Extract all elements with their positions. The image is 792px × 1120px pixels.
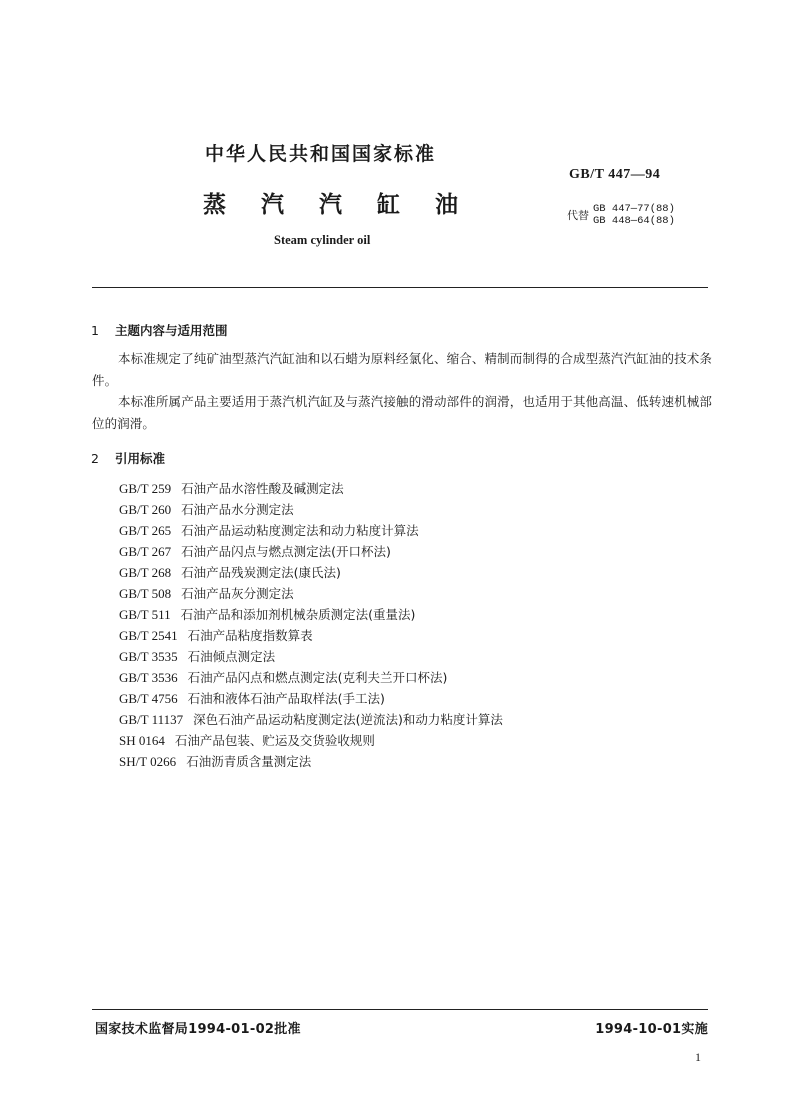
section-1-paragraph: 本标准规定了纯矿油型蒸汽汽缸油和以石蜡为原料经氯化、缩合、精制而制得的合成型蒸汽汽缸油的技术条件。	[92, 351, 712, 388]
reference-title: 石油倾点测定法	[187, 649, 276, 664]
reference-item	[119, 562, 503, 583]
reference-code: GB/T 3536	[119, 670, 178, 685]
reference-item	[119, 541, 503, 562]
reference-title: 石油产品运动粘度测定法和动力粘度计算法	[181, 523, 419, 538]
reference-item	[119, 604, 503, 625]
page-number: 1	[695, 1050, 701, 1064]
replaces-label: 代替	[567, 209, 589, 222]
reference-item	[119, 646, 503, 667]
footer-divider	[92, 1009, 708, 1010]
reference-item	[119, 520, 503, 541]
section-number: 1	[91, 323, 99, 338]
effective-date: 1994-10-01实施	[595, 1022, 708, 1037]
reference-title: 石油产品闪点与燃点测定法(开口杯法)	[181, 544, 391, 559]
title-char: 蒸	[203, 192, 226, 218]
replaced-standard: GB 447—77(88)	[593, 203, 675, 215]
reference-item	[119, 499, 503, 520]
title-char: 缸	[377, 192, 400, 218]
section-number: 2	[91, 451, 99, 466]
replaces-block	[567, 203, 675, 227]
reference-code: GB/T 265	[119, 523, 172, 538]
reference-code: SH/T 0266	[119, 754, 177, 769]
reference-item	[119, 625, 503, 646]
reference-item	[119, 751, 503, 772]
reference-item	[119, 667, 503, 688]
section-1-paragraph: 本标准所属产品主要适用于蒸汽机汽缸及与蒸汽接触的滑动部件的润滑，也适用于其他高温、低转速机械部位的润滑。	[92, 394, 712, 431]
section-1-heading	[91, 321, 228, 339]
standard-code: GB/T 447—94	[569, 167, 661, 182]
reference-code: GB/T 2541	[119, 628, 178, 643]
reference-title: 石油产品粘度指数算表	[187, 628, 313, 643]
reference-list	[119, 478, 503, 772]
reference-code: GB/T 260	[119, 502, 172, 517]
reference-title: 石油产品和添加剂机械杂质测定法(重量法)	[180, 607, 416, 622]
reference-title: 石油和液体石油产品取样法(手工法)	[187, 691, 385, 706]
document-title-cn	[203, 186, 493, 219]
reference-title: 石油产品闪点和燃点测定法(克利夫兰开口杯法)	[187, 670, 448, 685]
reference-code: GB/T 508	[119, 586, 172, 601]
header-divider	[92, 287, 708, 288]
reference-code: GB/T 259	[119, 481, 172, 496]
reference-code: GB/T 3535	[119, 649, 178, 664]
national-standard-title: 中华人民共和国国家标准	[205, 143, 437, 165]
reference-item	[119, 730, 503, 751]
reference-code: GB/T 511	[119, 607, 171, 622]
reference-code: GB/T 4756	[119, 691, 178, 706]
title-char: 汽	[261, 192, 284, 218]
reference-item	[119, 583, 503, 604]
reference-title: 石油沥青质含量测定法	[186, 754, 312, 769]
reference-title: 石油产品包装、贮运及交货验收规则	[174, 733, 375, 748]
reference-item	[119, 478, 503, 499]
section-title: 主题内容与适用范围	[115, 323, 228, 338]
replaces-list	[593, 203, 675, 227]
reference-item	[119, 688, 503, 709]
reference-code: GB/T 268	[119, 565, 172, 580]
reference-code: SH 0164	[119, 733, 165, 748]
reference-title: 石油产品灰分测定法	[181, 586, 294, 601]
reference-title: 石油产品残炭测定法(康氏法)	[181, 565, 341, 580]
title-char: 汽	[319, 192, 342, 218]
section-title: 引用标准	[115, 451, 166, 466]
reference-code: GB/T 267	[119, 544, 172, 559]
title-char: 油	[435, 192, 458, 218]
approval-date: 国家技术监督局1994-01-02批准	[95, 1022, 301, 1037]
reference-code: GB/T 11137	[119, 712, 184, 727]
document-title-en: Steam cylinder oil	[274, 233, 371, 247]
reference-title: 石油产品水分测定法	[181, 502, 294, 517]
section-2-heading	[91, 449, 165, 467]
reference-item	[119, 709, 503, 730]
replaced-standard: GB 448—64(88)	[593, 215, 675, 227]
reference-title: 石油产品水溶性酸及碱测定法	[181, 481, 344, 496]
reference-title: 深色石油产品运动粘度测定法(逆流法)和动力粘度计算法	[193, 712, 503, 727]
